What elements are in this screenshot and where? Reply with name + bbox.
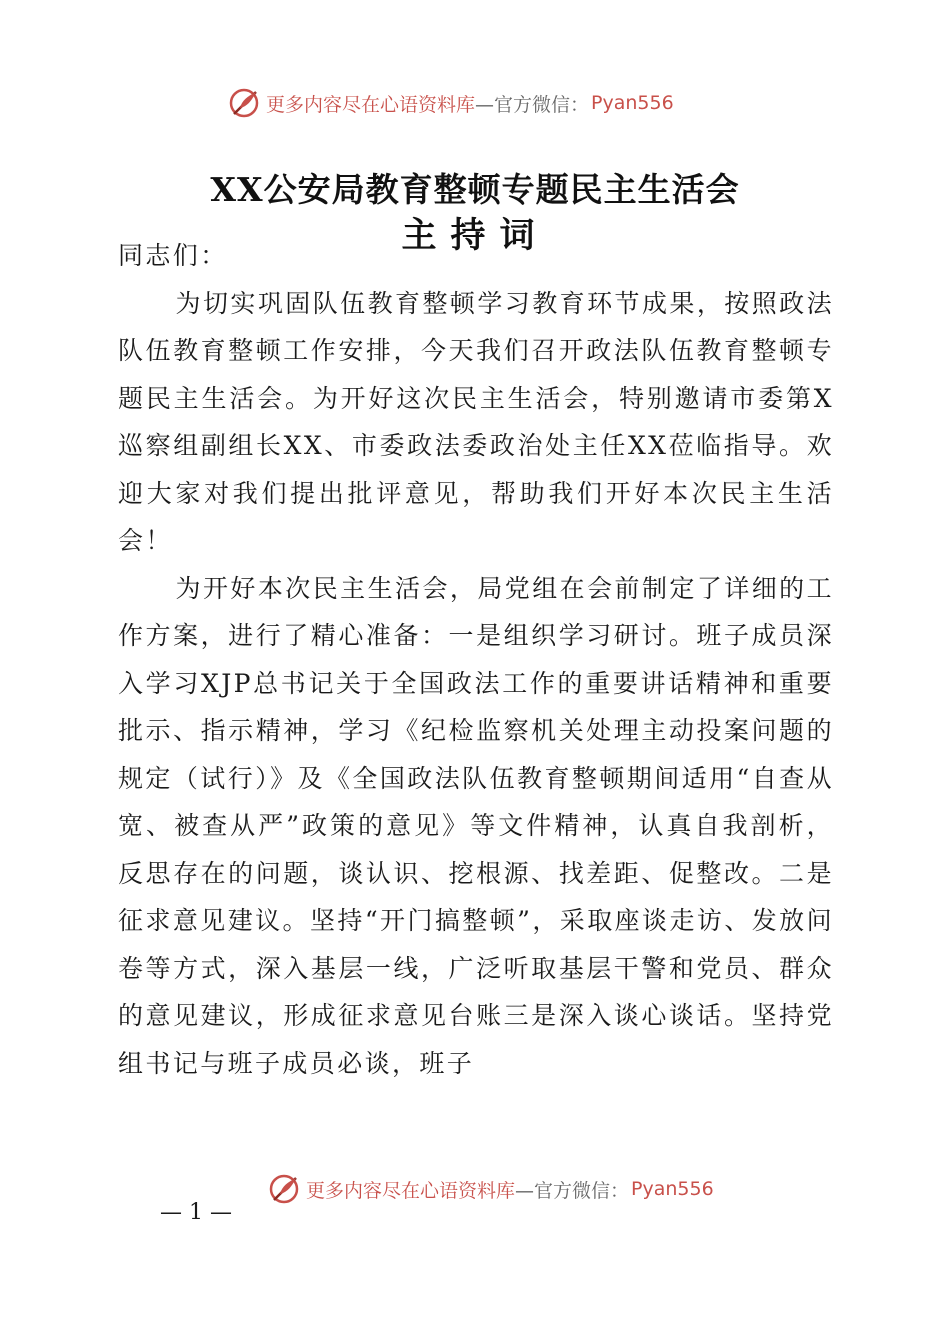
document-subtitle: 主持词 — [401, 215, 549, 256]
watermark-main-text: 更多内容尽在心语资料库 — [306, 1179, 516, 1202]
document-body — [118, 232, 834, 1087]
header-watermark — [228, 86, 674, 120]
watermark-sub-text: —官方微信： — [475, 93, 590, 116]
watermark-sub-text: —官方微信： — [515, 1179, 630, 1202]
page-number: — 1 — — [160, 1200, 232, 1225]
quill-logo-icon — [228, 86, 262, 120]
document-title: XX公安局教育整顿专题民主生活会 — [210, 170, 740, 209]
watermark-id-text: Pyan556 — [591, 92, 674, 114]
paragraph-2: 为开好本次民主生活会，局党组在会前制定了详细的工作方案，进行了精心准备：一是组织学习研讨。班子成员深入学习XJP总书记关于全国政法工作的重要讲话精神和重要批示、指示精神，学习《纪检监察机关处理主动投案问题的规定（试行）》及《全国政法队伍教育整顿期间适用“自查从宽、被查从严”政策的意见》等文件精神，认真自我剖析，反思存在的问题，谈认识、挖根源、找差距、促整改。二是征求意见建议。坚持“开门搞整顿”，采取座谈走访、发放问卷等方式，深入基层一线，广泛听取基层干警和党员、群众的意见建议，形成征求意见台账三是深入谈心谈话。坚持党组书记与班子成员必谈，班子 — [118, 573, 834, 1078]
watermark-main-text: 更多内容尽在心语资料库 — [266, 93, 476, 116]
footer-watermark — [268, 1172, 714, 1206]
salutation: 同志们： — [118, 241, 228, 270]
watermark-id-text: Pyan556 — [631, 1178, 714, 1200]
paragraph-1: 为切实巩固队伍教育整顿学习教育环节成果，按照政法队伍教育整顿工作安排，今天我们召开政法队伍教育整顿专题民主生活会。为开好这次民主生活会，特别邀请市委第X巡察组副组长XX、市委政法委政治处主任XX莅临指导。欢迎大家对我们提出批评意见，帮助我们开好本次民主生活会！ — [118, 288, 834, 555]
quill-logo-icon — [268, 1172, 302, 1206]
